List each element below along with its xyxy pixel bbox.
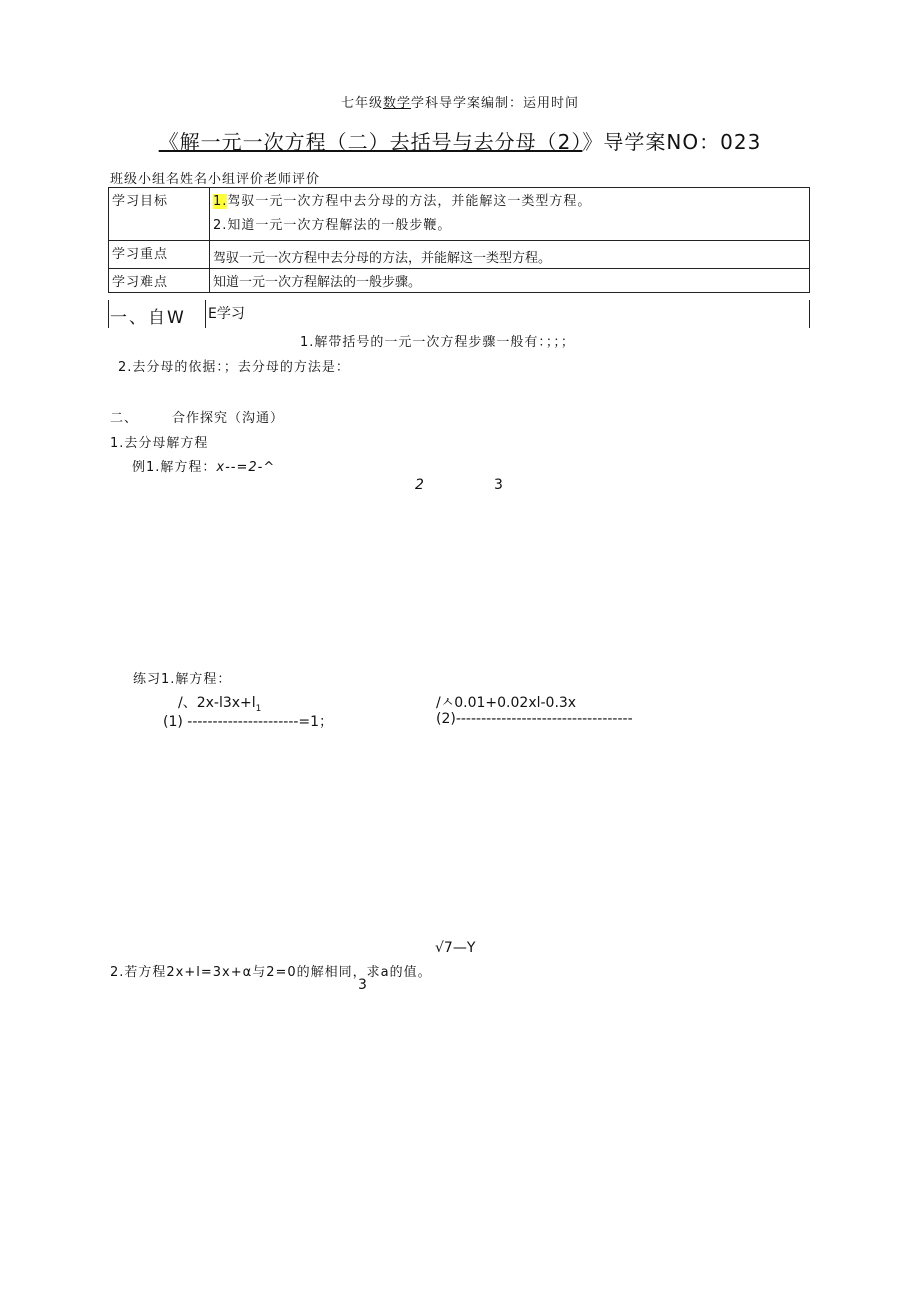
section-1-heading-tail: E学习 <box>208 306 245 322</box>
student-info-line: 班级小组名姓名小组评价老师评价 <box>110 172 321 187</box>
practice-1-numerator-text: /、2x-l3x+l <box>178 695 256 711</box>
section-2-heading: 合作探究（沟通） <box>172 411 285 426</box>
example-1-denominator-b: 3 <box>494 477 503 493</box>
title-number: 导学案NO：023 <box>603 130 762 154</box>
goal-2: 2.知道一元一次方程解法的一般步鞭。 <box>213 218 452 233</box>
key-point-text: 驾驭一元一次方程中去分母的方法，并能解这一类型方程。 <box>210 241 810 269</box>
example-1-expression: x--=2-^ <box>216 460 276 475</box>
header-prefix: 七年级 <box>340 96 383 111</box>
table-row <box>109 269 810 293</box>
question-1: 1.解带括号的一元一次方程步骤一般有：；；； <box>300 335 575 350</box>
table-right-border-extension <box>809 300 810 328</box>
subsection-1-heading: 1.去分母解方程 <box>110 436 209 451</box>
table-row <box>109 188 810 241</box>
practice-1-heading: 练习1.解方程： <box>133 672 232 687</box>
key-point-label: 学习重点 <box>109 241 210 269</box>
section-1-heading: 一、自W <box>110 308 186 328</box>
example-1-denominator-a: 2 <box>415 477 424 493</box>
question-3-numerator: √7—Y <box>435 940 476 956</box>
worksheet-header <box>0 92 920 111</box>
table-row <box>109 241 810 269</box>
goals-cell <box>210 188 810 241</box>
goal-1-number: 1. <box>213 194 228 209</box>
practice-2-equation: (2)----------------------------------- <box>436 711 633 727</box>
question-2: 2.去分母的依据：；去分母的方法是： <box>118 360 350 375</box>
goals-label: 学习目标 <box>109 188 210 241</box>
worksheet-title <box>0 126 920 155</box>
goal-1 <box>213 190 806 214</box>
table-divider-extension <box>205 300 206 328</box>
question-3-denominator: 3 <box>358 977 367 993</box>
title-close: 》 <box>582 130 604 154</box>
practice-1-equation: (1) ----------------------=1； <box>163 714 334 730</box>
example-1-label: 例1.解方程： <box>132 460 217 475</box>
question-3: 2.若方程2x+l=3x+α与2=0的解相同，求a的值。 <box>110 965 432 980</box>
example-1 <box>132 456 275 475</box>
difficulty-label: 学习难点 <box>109 269 210 293</box>
table-left-border-extension <box>108 300 109 328</box>
goal-1-text: 驾驭一元一次方程中去分母的方法，并能解这一类型方程。 <box>227 194 592 209</box>
title-main: 《解一元一次方程（二）去括号与去分母（2） <box>158 130 583 154</box>
header-subject: 数学 <box>382 96 411 111</box>
difficulty-text: 知道一元一次方程解法的一般步骤。 <box>210 269 810 293</box>
section-2-number: 二、 <box>110 411 139 426</box>
practice-2-numerator: /ㅅ0.01+0.02xl-0.3x <box>436 695 577 711</box>
learning-goals-table <box>108 187 810 293</box>
practice-1-numerator-sub: 1 <box>255 703 262 714</box>
header-suffix: 学科导学案编制：运用时间 <box>411 96 580 111</box>
